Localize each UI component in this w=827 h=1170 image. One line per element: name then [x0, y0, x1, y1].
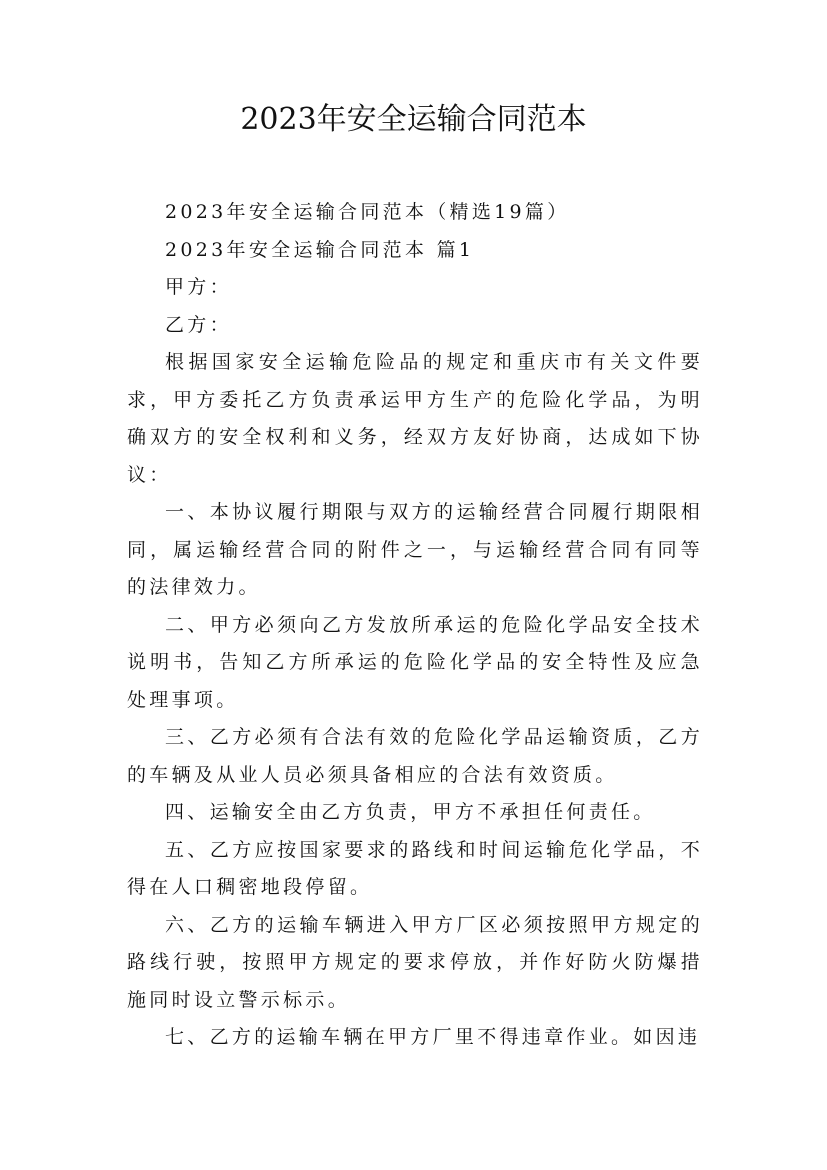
paragraph-clause-7: 七、乙方的运输车辆在甲方厂里不得违章作业。如因违 — [165, 1026, 701, 1048]
paragraph-section-heading: 2023年安全运输合同范本 篇1 — [165, 238, 475, 261]
paragraph-party-b: 乙方： — [165, 313, 232, 336]
paragraph-party-a: 甲方： — [165, 276, 232, 298]
paragraph-clause-2: 二、甲方必须向乙方发放所承运的危险化学品安全技术说明书，告知乙方所承运的危险化学品的安全特性及应急处理事项。 — [127, 613, 703, 711]
paragraph-clause-4: 四、运输安全由乙方负责，甲方不承担任何责任。 — [165, 801, 656, 823]
paragraph-clause-5: 五、乙方应按国家要求的路线和时间运输危化学品，不得在人口稠密地段停留。 — [127, 838, 703, 898]
paragraph-subtitle: 2023年安全运输合同范本（精选19篇） — [165, 201, 570, 223]
paragraph-clause-1: 一、本协议履行期限与双方的运输经营合同履行期限相同，属运输经营合同的附件之一，与运输经营合同有同等的法律效力。 — [127, 501, 703, 598]
paragraph-preamble: 根据国家安全运输危险品的规定和重庆市有关文件要求，甲方委托乙方负责承运甲方生产的危险化学品，为明确双方的安全权利和义务，经双方友好协商，达成如下协议： — [127, 351, 703, 486]
paragraph-clause-6: 六、乙方的运输车辆进入甲方厂区必须按照甲方规定的路线行驶，按照甲方规定的要求停放，并作好防火防爆措施同时设立警示标示。 — [127, 913, 703, 1011]
document-title: 2023年安全运输合同范本 — [240, 102, 587, 137]
paragraph-clause-3: 三、乙方必须有合法有效的危险化学品运输资质，乙方的车辆及从业人员必须具备相应的合法有效资质。 — [127, 726, 703, 786]
document-body — [127, 194, 703, 1057]
